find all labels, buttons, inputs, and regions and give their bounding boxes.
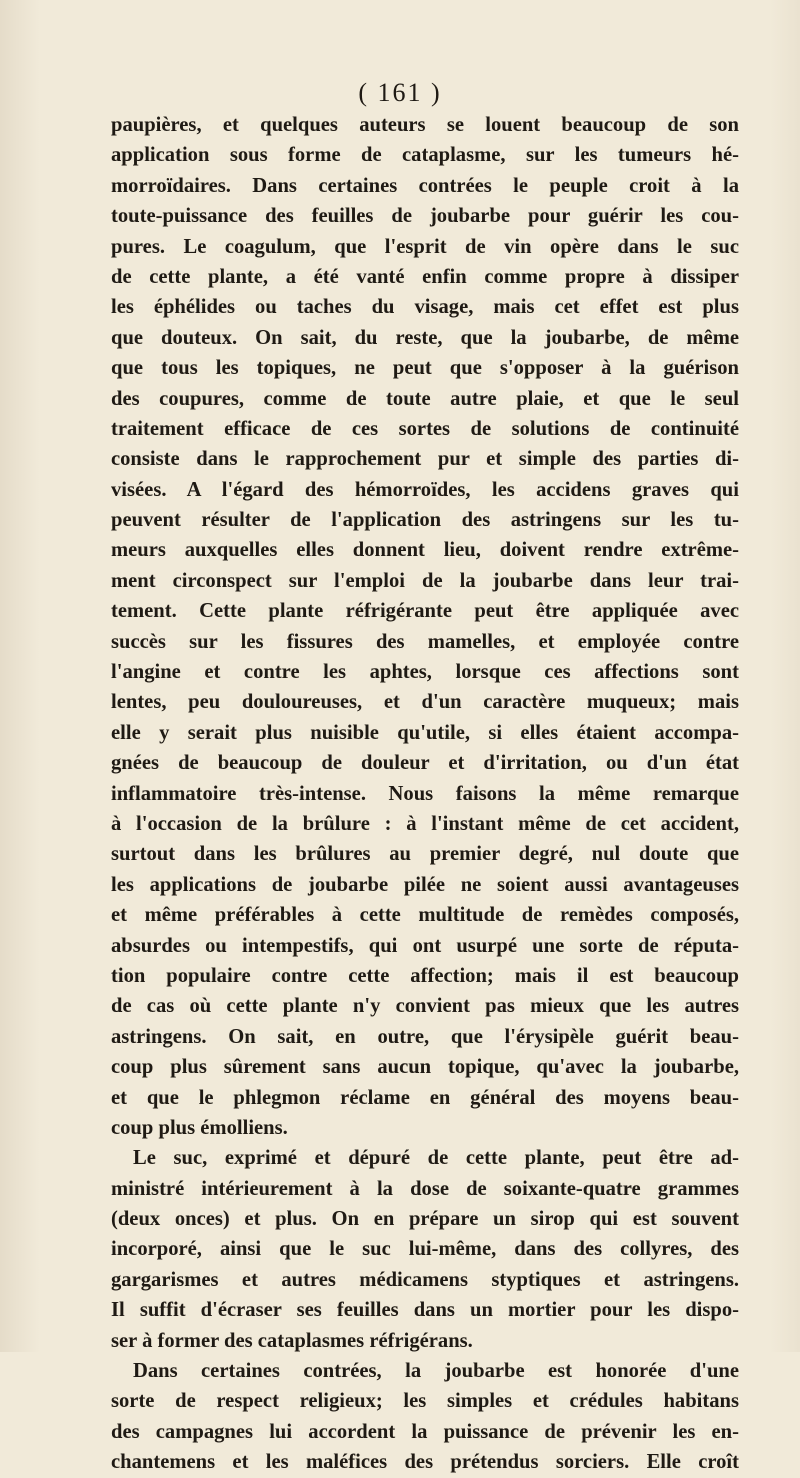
text-line: sorte de respect religieux; les simples et crédules habitans [111,1390,739,1413]
paragraph [111,1356,739,1478]
text-line: surtout dans les brûlures au premier degré, nul doute que [111,843,739,866]
text-line: à l'occasion de la brûlure : à l'instant même de cet accident, [111,812,739,835]
paragraph [111,110,739,1143]
text-line: tion populaire contre cette affection; mais il est beaucoup [111,964,739,987]
text-line: pures. Le coagulum, que l'esprit de vin opère dans le suc [111,235,739,258]
text-line: incorporé, ainsi que le suc lui-même, dans des collyres, des [111,1238,739,1261]
text-line: absurdes ou intempestifs, qui ont usurpé une sorte de réputa- [111,934,739,957]
text-line: application sous forme de cataplasme, sur les tumeurs hé- [111,144,739,167]
paragraph [111,1143,739,1356]
text-line: ser à former des cataplasmes réfrigérans. [111,1329,473,1352]
text-line: l'angine et contre les aphtes, lorsque ces affections sont [111,661,739,684]
text-line: Le suc, exprimé et dépuré de cette plante, peut être ad- [133,1147,739,1170]
text-line: meurs auxquelles elles donnent lieu, doivent rendre extrême- [111,539,739,562]
text-line: de cette plante, a été vanté enfin comme propre à dissiper [111,265,739,288]
text-line: consiste dans le rapprochement pur et simple des parties di- [111,448,739,471]
text-line: paupières, et quelques auteurs se louent beaucoup de son [111,114,739,136]
text-line: gnées de beaucoup de douleur et d'irritation, ou d'un état [111,752,739,775]
text-line: astringens. On sait, en outre, que l'érysipèle guérit beau- [111,1025,739,1048]
text-line: ment circonspect sur l'emploi de la joubarbe dans leur trai- [111,569,739,592]
page-number: ( 161 ) [358,78,442,107]
text-line: (deux onces) et plus. On en prépare un sirop qui est souvent [111,1208,739,1231]
text-line: et que le phlegmon réclame en général des moyens beau- [111,1086,739,1109]
text-line: coup plus sûrement sans aucun topique, qu'avec la joubarbe, [111,1056,739,1079]
text-line: tement. Cette plante réfrigérante peut être appliquée avec [111,600,739,623]
text-line: coup plus émolliens. [111,1116,288,1139]
text-line: que douteux. On sait, du reste, que la joubarbe, de même [111,326,739,349]
text-line: peuvent résulter de l'application des astringens sur les tu- [111,509,739,532]
text-line: toute-puissance des feuilles de joubarbe pour guérir les cou- [111,205,739,228]
text-line: ministré intérieurement à la dose de soixante-quatre grammes [111,1177,739,1200]
text-line: que tous les topiques, ne peut que s'opposer à la guérison [111,357,739,380]
text-line: et même préférables à cette multitude de remèdes composés, [111,904,739,927]
text-line: elle y serait plus nuisible qu'utile, si elles étaient accompa- [111,721,739,744]
text-line: Dans certaines contrées, la joubarbe est honorée d'une [133,1360,739,1383]
text-line: lentes, peu douloureuses, et d'un caractère muqueux; mais [111,691,739,714]
text-line: gargarismes et autres médicamens styptiques et astringens. [111,1268,739,1291]
text-line: des campagnes lui accordent la puissance de prévenir les en- [111,1420,739,1443]
text-line: des coupures, comme de toute autre plaie, et que le seul [111,387,739,410]
text-line: les applications de joubarbe pilée ne soient aussi avantageuses [111,873,739,896]
text-line: Il suffit d'écraser ses feuilles dans un mortier pour les dispo- [111,1299,739,1322]
text-line: morroïdaires. Dans certaines contrées le peuple croit à la [111,174,739,197]
body-text [111,110,739,1478]
text-line: visées. A l'égard des hémorroïdes, les accidens graves qui [111,478,739,501]
text-line: succès sur les fissures des mamelles, et employée contre [111,630,739,653]
text-line: chantemens et les maléfices des prétendus sorciers. Elle croît [111,1451,739,1474]
text-line: les éphélides ou taches du visage, mais cet effet est plus [111,296,739,319]
text-line: de cas où cette plante n'y convient pas mieux que les autres [111,995,739,1018]
text-line: inflammatoire très-intense. Nous faisons la même remarque [111,782,739,805]
text-line: traitement efficace de ces sortes de solutions de continuité [111,417,739,440]
